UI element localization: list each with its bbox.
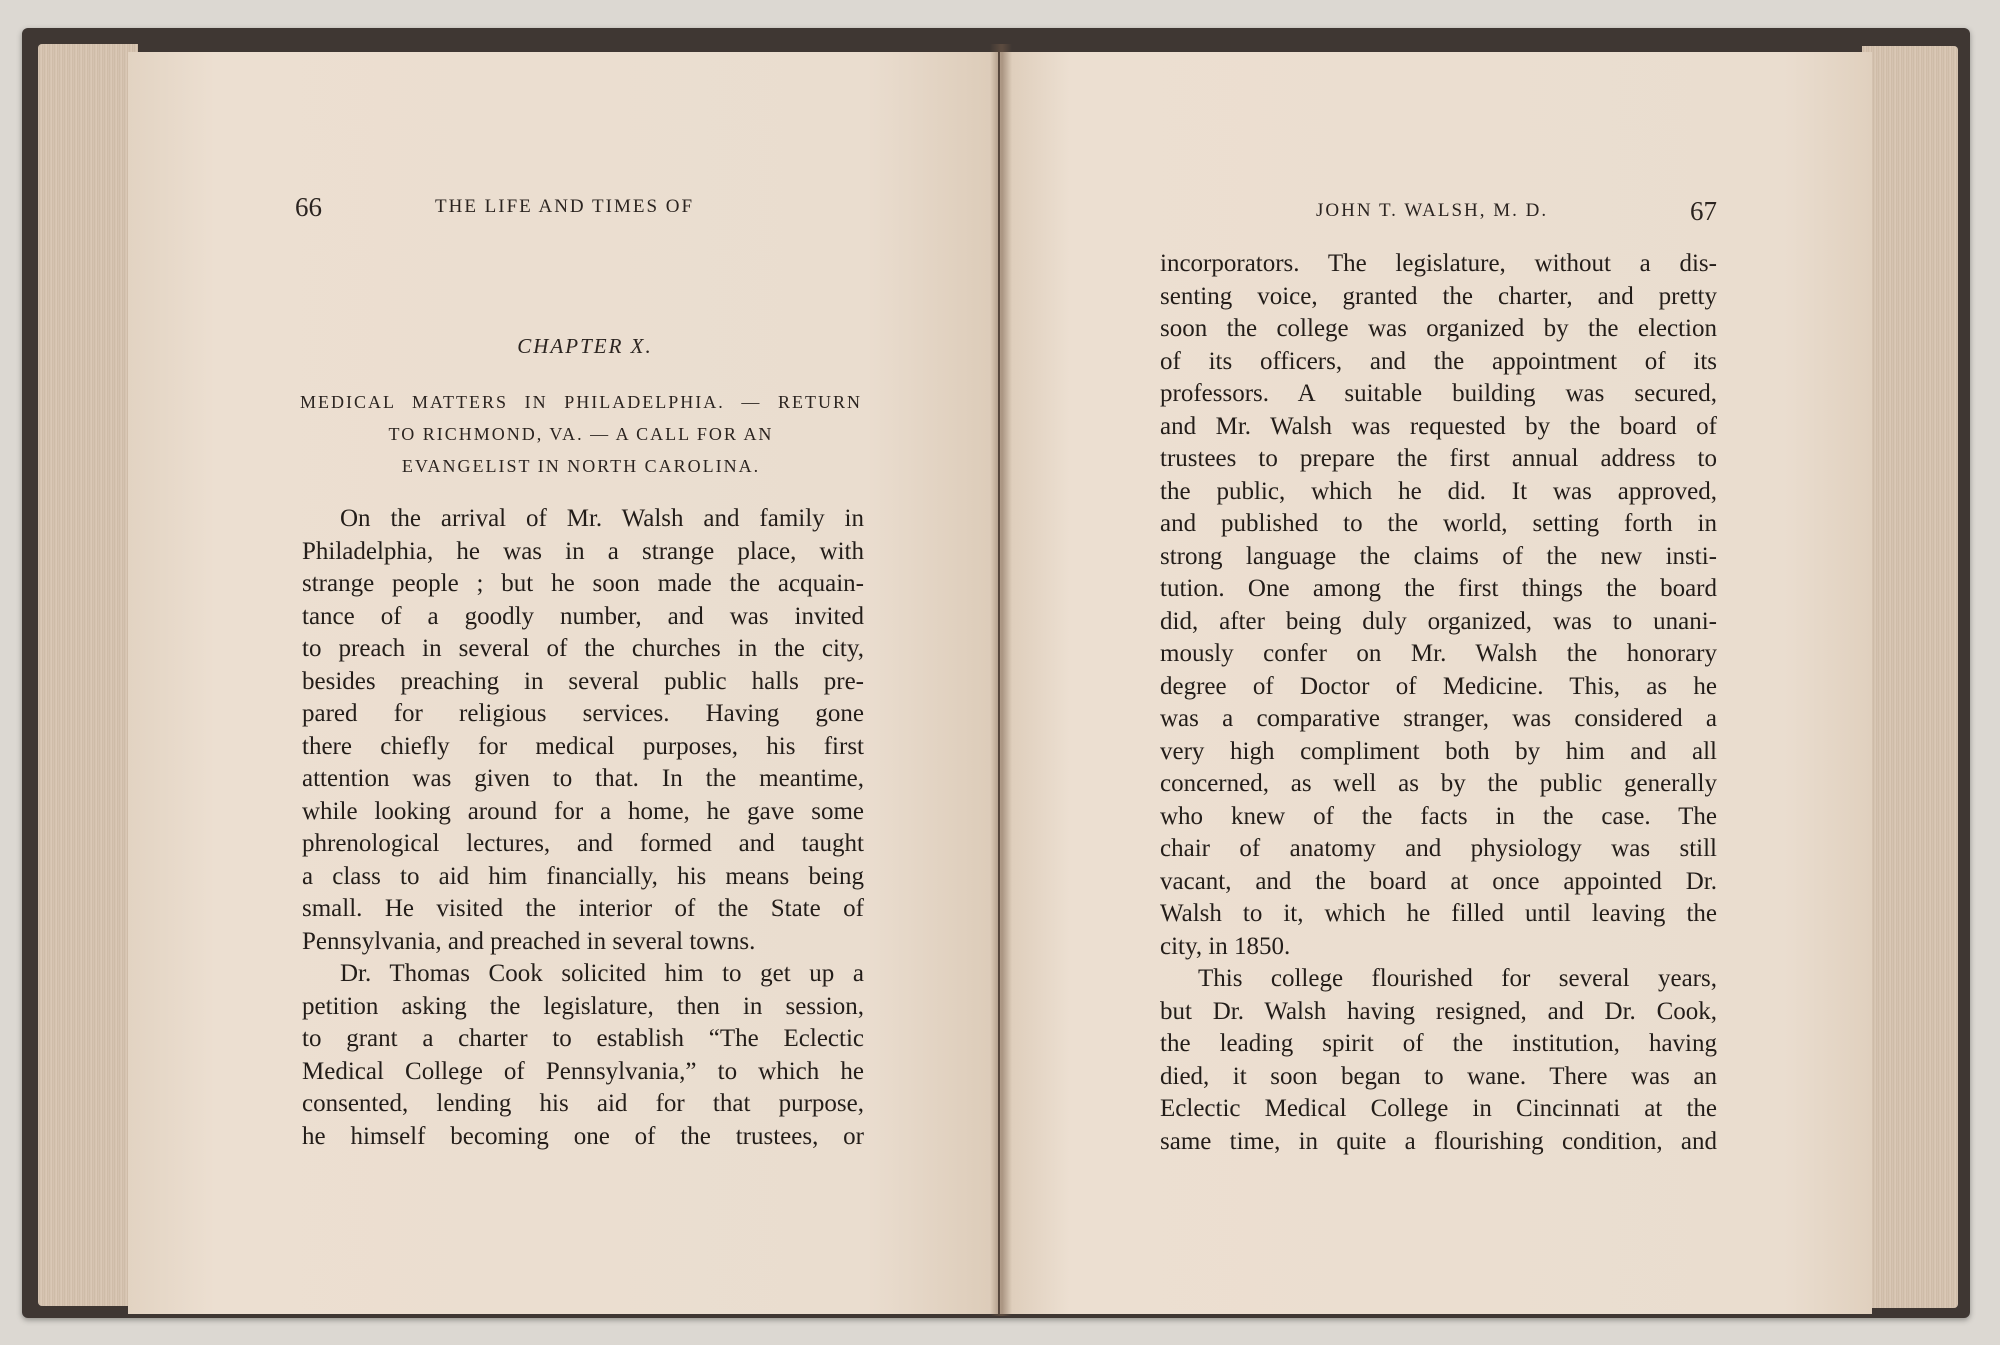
text-line: strange people ; but he soon made the acquain- bbox=[302, 570, 864, 597]
chapter-heading: CHAPTER X. bbox=[517, 334, 653, 358]
right-page-edges bbox=[1862, 46, 1958, 1308]
left-page-number: 66 bbox=[295, 192, 322, 222]
right-page-body bbox=[1160, 248, 1717, 1158]
text-line: a class to aid him financially, his means being bbox=[302, 862, 864, 890]
text-line: there chiefly for medical purposes, his first bbox=[302, 732, 864, 760]
text-line: trustees to prepare the first annual address to bbox=[1160, 445, 1717, 472]
text-line: Philadelphia, he was in a strange place, with bbox=[302, 537, 864, 565]
text-line: strong language the claims of the new insti- bbox=[1160, 542, 1717, 570]
text-line: chair of anatomy and physiology was still bbox=[1160, 835, 1717, 862]
left-running-head: THE LIFE AND TIMES OF bbox=[435, 196, 695, 217]
text-line: did, after being duly organized, was to unani- bbox=[1160, 607, 1717, 635]
left-page-body bbox=[302, 503, 864, 1153]
left-page-edges bbox=[38, 44, 138, 1306]
synopsis-line: MEDICAL MATTERS IN PHILADELPHIA. — RETURN bbox=[300, 392, 862, 412]
text-line: pared for religious services. Having gone bbox=[302, 700, 864, 727]
right-page-number: 67 bbox=[1690, 196, 1717, 226]
text-line: incorporators. The legislature, without a dis- bbox=[1160, 250, 1717, 277]
text-line: to grant a charter to establish “The Eclectic bbox=[302, 1025, 864, 1052]
text-line: city, in 1850. bbox=[1160, 932, 1291, 960]
text-line: and published to the world, setting forth in bbox=[1160, 510, 1717, 537]
text-line: soon the college was organized by the election bbox=[1160, 315, 1717, 342]
text-line: Eclectic Medical College in Cincinnati at the bbox=[1160, 1095, 1717, 1122]
book-gutter bbox=[990, 44, 1012, 1316]
text-line: while looking around for a home, he gave some bbox=[302, 797, 864, 825]
text-line: but Dr. Walsh having resigned, and Dr. Cook, bbox=[1160, 997, 1717, 1025]
text-line: mously confer on Mr. Walsh the honorary bbox=[1160, 640, 1717, 667]
text-line: Dr. Thomas Cook solicited him to get up a bbox=[340, 960, 864, 987]
text-line: Pennsylvania, and preached in several towns. bbox=[302, 927, 756, 955]
text-line: senting voice, granted the charter, and pretty bbox=[1160, 282, 1717, 310]
text-line: Medical College of Pennsylvania,” to which he bbox=[302, 1057, 864, 1085]
text-line: This college flourished for several years, bbox=[1198, 965, 1717, 992]
text-line: died, it soon began to wane. There was an bbox=[1160, 1062, 1717, 1090]
text-line: degree of Doctor of Medicine. This, as he bbox=[1160, 672, 1717, 700]
chapter-synopsis bbox=[300, 386, 862, 482]
text-line: small. He visited the interior of the State of bbox=[302, 895, 864, 922]
text-line: concerned, as well as by the public generally bbox=[1160, 770, 1717, 797]
text-line: was a comparative stranger, was considered a bbox=[1160, 705, 1717, 732]
text-line: and Mr. Walsh was requested by the board of bbox=[1160, 412, 1717, 440]
text-line: petition asking the legislature, then in session, bbox=[302, 992, 864, 1020]
synopsis-line: TO RICHMOND, VA. — A CALL FOR AN bbox=[388, 424, 774, 444]
text-line: professors. A suitable building was secured, bbox=[1160, 380, 1717, 407]
text-line: same time, in quite a flourishing condition, and bbox=[1160, 1127, 1717, 1155]
text-line: very high compliment both by him and all bbox=[1160, 737, 1717, 765]
text-line: besides preaching in several public halls pre- bbox=[302, 667, 864, 695]
text-line: tution. One among the first things the board bbox=[1160, 575, 1717, 602]
text-line: tance of a goodly number, and was invited bbox=[302, 602, 864, 630]
text-line: to preach in several of the churches in the city, bbox=[302, 635, 864, 662]
text-line: the public, which he did. It was approved, bbox=[1160, 477, 1717, 505]
text-line: phrenological lectures, and formed and taught bbox=[302, 830, 864, 857]
text-line: attention was given to that. In the meantime, bbox=[302, 765, 864, 792]
text-line: who knew of the facts in the case. The bbox=[1160, 802, 1717, 830]
text-line: consented, lending his aid for that purpose, bbox=[302, 1090, 864, 1117]
text-line: the leading spirit of the institution, having bbox=[1160, 1030, 1717, 1057]
synopsis-line: EVANGELIST IN NORTH CAROLINA. bbox=[401, 456, 761, 476]
right-running-head: JOHN T. WALSH, M. D. bbox=[1316, 200, 1549, 221]
text-line: of its officers, and the appointment of its bbox=[1160, 347, 1717, 375]
text-line: Walsh to it, which he filled until leaving the bbox=[1160, 900, 1717, 927]
text-line: On the arrival of Mr. Walsh and family in bbox=[340, 505, 864, 532]
text-line: he himself becoming one of the trustees, or bbox=[302, 1122, 864, 1150]
text-line: vacant, and the board at once appointed Dr. bbox=[1160, 867, 1717, 895]
